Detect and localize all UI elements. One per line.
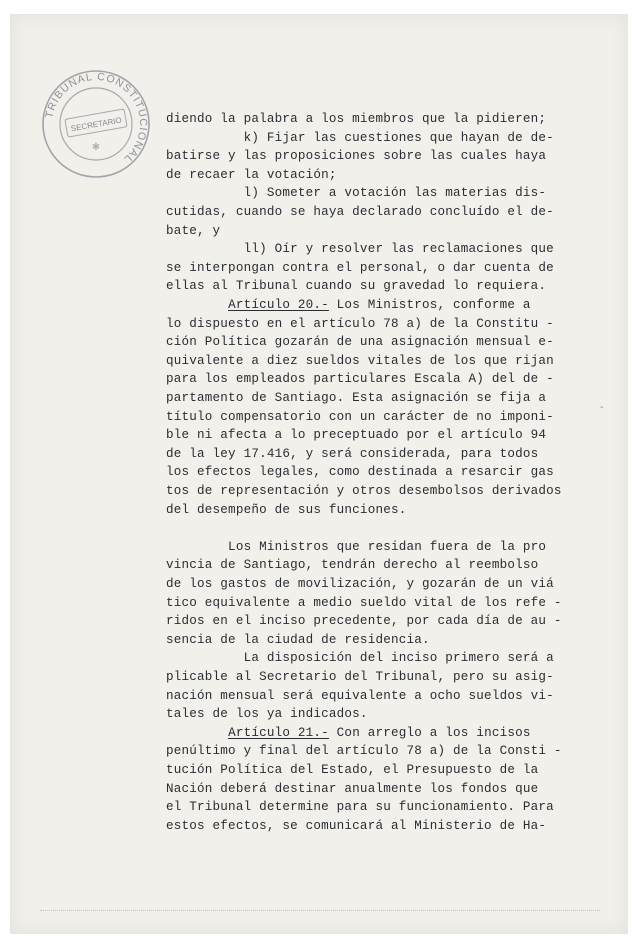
text-line: bate, y (166, 223, 221, 238)
article-heading: Artículo 20.- (228, 298, 329, 312)
text-line: se interpongan contra el personal, o dar cuenta de (166, 260, 554, 275)
article-heading: Artículo 21.- (228, 725, 329, 740)
text-line: tales de los ya indicados. (166, 707, 368, 722)
text-line: estos efectos, se comunicará al Ministerio de Ha- (166, 818, 547, 833)
text-line: tico equivalente a medio sueldo vital de los refe - (166, 595, 562, 610)
text-line: lo dispuesto en el artículo 78 a) de la Constitu - (166, 316, 554, 331)
text-line: penúltimo y final del artículo 78 a) de la Consti - (166, 744, 562, 759)
text-line: ridos en el inciso precedente, por cada día de au - (166, 614, 562, 629)
text-line: de la ley 17.416, y será considerada, para todos (166, 446, 539, 461)
text-line: para los empleados particulares Escala A) del de - (166, 372, 554, 387)
text-line: cutidas, cuando se haya declarado concluído el de- (166, 205, 554, 219)
text-line: ll) Oír y resolver las reclamaciones que (166, 242, 554, 257)
text-line: de recaer la votación; (166, 167, 337, 182)
text-line: Nación deberá destinar anualmente los fondos que (166, 781, 539, 796)
svg-text:TRIBUNAL CONSTITUCIONAL: TRIBUNAL CONSTITUCIONAL (43, 70, 150, 166)
svg-text:✱: ✱ (91, 142, 101, 153)
text-line: ble ni afecta a lo preceptuado por el artículo 94 (166, 428, 547, 443)
text-line: l) Someter a votación las materias dis- (166, 186, 547, 201)
text-line: Artículo 21.- Con arreglo a los incisos (228, 725, 531, 740)
svg-text:SECRETARIO: SECRETARIO (70, 115, 123, 134)
text-line: partamento de Santiago. Esta asignación se fija a (166, 391, 547, 405)
text-line: ellas al Tribunal cuando su gravedad lo requiera. (166, 279, 547, 294)
text-line: Los Ministros que residan fuera de la pro (166, 539, 547, 554)
text-line: k) Fijar las cuestiones que hayan de de- (166, 130, 554, 145)
text-line: ción Política gozarán de una asignación mensual e- (166, 335, 554, 350)
text-line: tución Política del Estado, el Presupuesto de la (166, 763, 539, 777)
text-line: sencia de la ciudad de residencia. (166, 632, 430, 647)
text-line: de los gastos de movilización, y gozarán de un viá (166, 577, 554, 591)
text-line: plicable al Secretario del Tribunal, pero su asig- (166, 670, 554, 684)
text-line: título compensatorio con un carácter de no imponi- (166, 409, 554, 424)
page-bottom-edge (40, 910, 600, 917)
margin-mark: - (600, 402, 604, 413)
text-line: del desempeño de sus funciones. (166, 502, 407, 517)
text-line: diendo la palabra a los miembros que la pidieren; (166, 112, 547, 126)
text-line: vincia de Santiago, tendrán derecho al reembolso (166, 558, 539, 573)
text-line: los efectos legales, como destinada a resarcir gas (166, 465, 554, 480)
text-line: batirse y las proposiciones sobre las cuales haya (166, 149, 547, 164)
text-line: tos de representación y otros desembolsos derivados (166, 484, 562, 498)
text-line: quivalente a diez sueldos vitales de los que rijan (166, 353, 554, 368)
text-line: La disposición del inciso primero será a (166, 651, 554, 666)
text-line: nación mensual será equivalente a ocho sueldos vi- (166, 688, 554, 703)
text-line: Artículo 20.- Los Ministros, conforme a (228, 298, 531, 312)
text-line: el Tribunal determine para su funcionamiento. Para (166, 800, 554, 815)
